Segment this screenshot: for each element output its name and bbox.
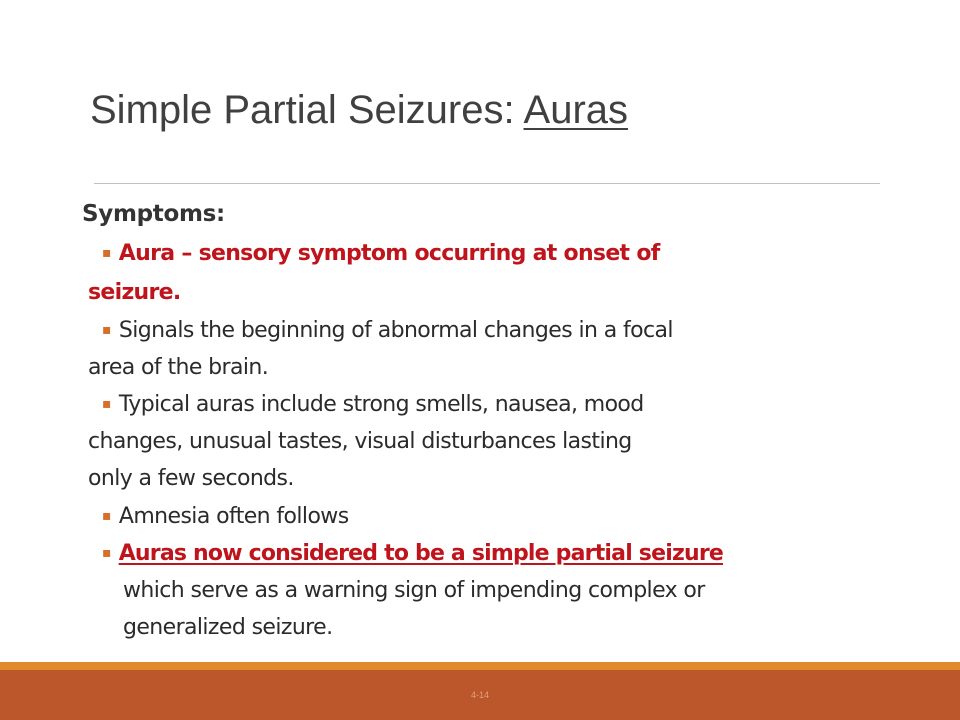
bullet-icon: ▪: [102, 245, 111, 261]
title-divider: [94, 183, 880, 184]
bullet-item-auras-considered-continued: [123, 578, 705, 603]
bullet-item-typical-auras: [102, 392, 644, 417]
bullet-icon: ▪: [102, 396, 111, 412]
line-text: Typical auras include strong smells, nausea, mood: [118, 392, 644, 417]
title-main: Simple Partial Seizures:: [90, 88, 524, 132]
bullet-item-typical-auras-continued-2: [88, 466, 294, 491]
bullet-item-signals-continued: [88, 355, 268, 380]
line-text: changes, unusual tastes, visual disturbances lasting: [88, 429, 632, 454]
line-text: Amnesia often follows: [118, 504, 349, 529]
bullet-item-aura: [102, 241, 660, 266]
bullet-item-amnesia: [102, 504, 349, 529]
bullet-icon: ▪: [102, 545, 111, 561]
line-text: Auras now considered to be a simple partial seizure: [118, 541, 723, 566]
symptoms-heading: Symptoms:: [82, 201, 225, 227]
line-text: Aura – sensory symptom occurring at onset of: [118, 241, 660, 266]
line-text: which serve as a warning sign of impending complex or: [123, 578, 705, 603]
title-underlined: Auras: [523, 88, 629, 132]
bullet-item-auras-considered: [102, 541, 723, 566]
footer-accent-bar: [0, 662, 960, 670]
line-text: generalized seizure.: [123, 615, 333, 640]
bullet-item-signals: [102, 318, 673, 343]
page-number: 4-14: [470, 690, 489, 700]
line-text: Signals the beginning of abnormal changes in a focal: [118, 318, 673, 343]
bullet-icon: ▪: [102, 322, 111, 338]
bullet-item-aura-continued: [88, 280, 181, 305]
line-text: only a few seconds.: [88, 466, 294, 491]
line-text: seizure.: [88, 280, 181, 305]
bullet-item-typical-auras-continued: [88, 429, 632, 454]
slide-title: [90, 88, 628, 133]
line-text: area of the brain.: [88, 355, 269, 380]
bullet-item-auras-considered-continued-2: [123, 615, 332, 640]
bullet-icon: ▪: [102, 508, 111, 524]
